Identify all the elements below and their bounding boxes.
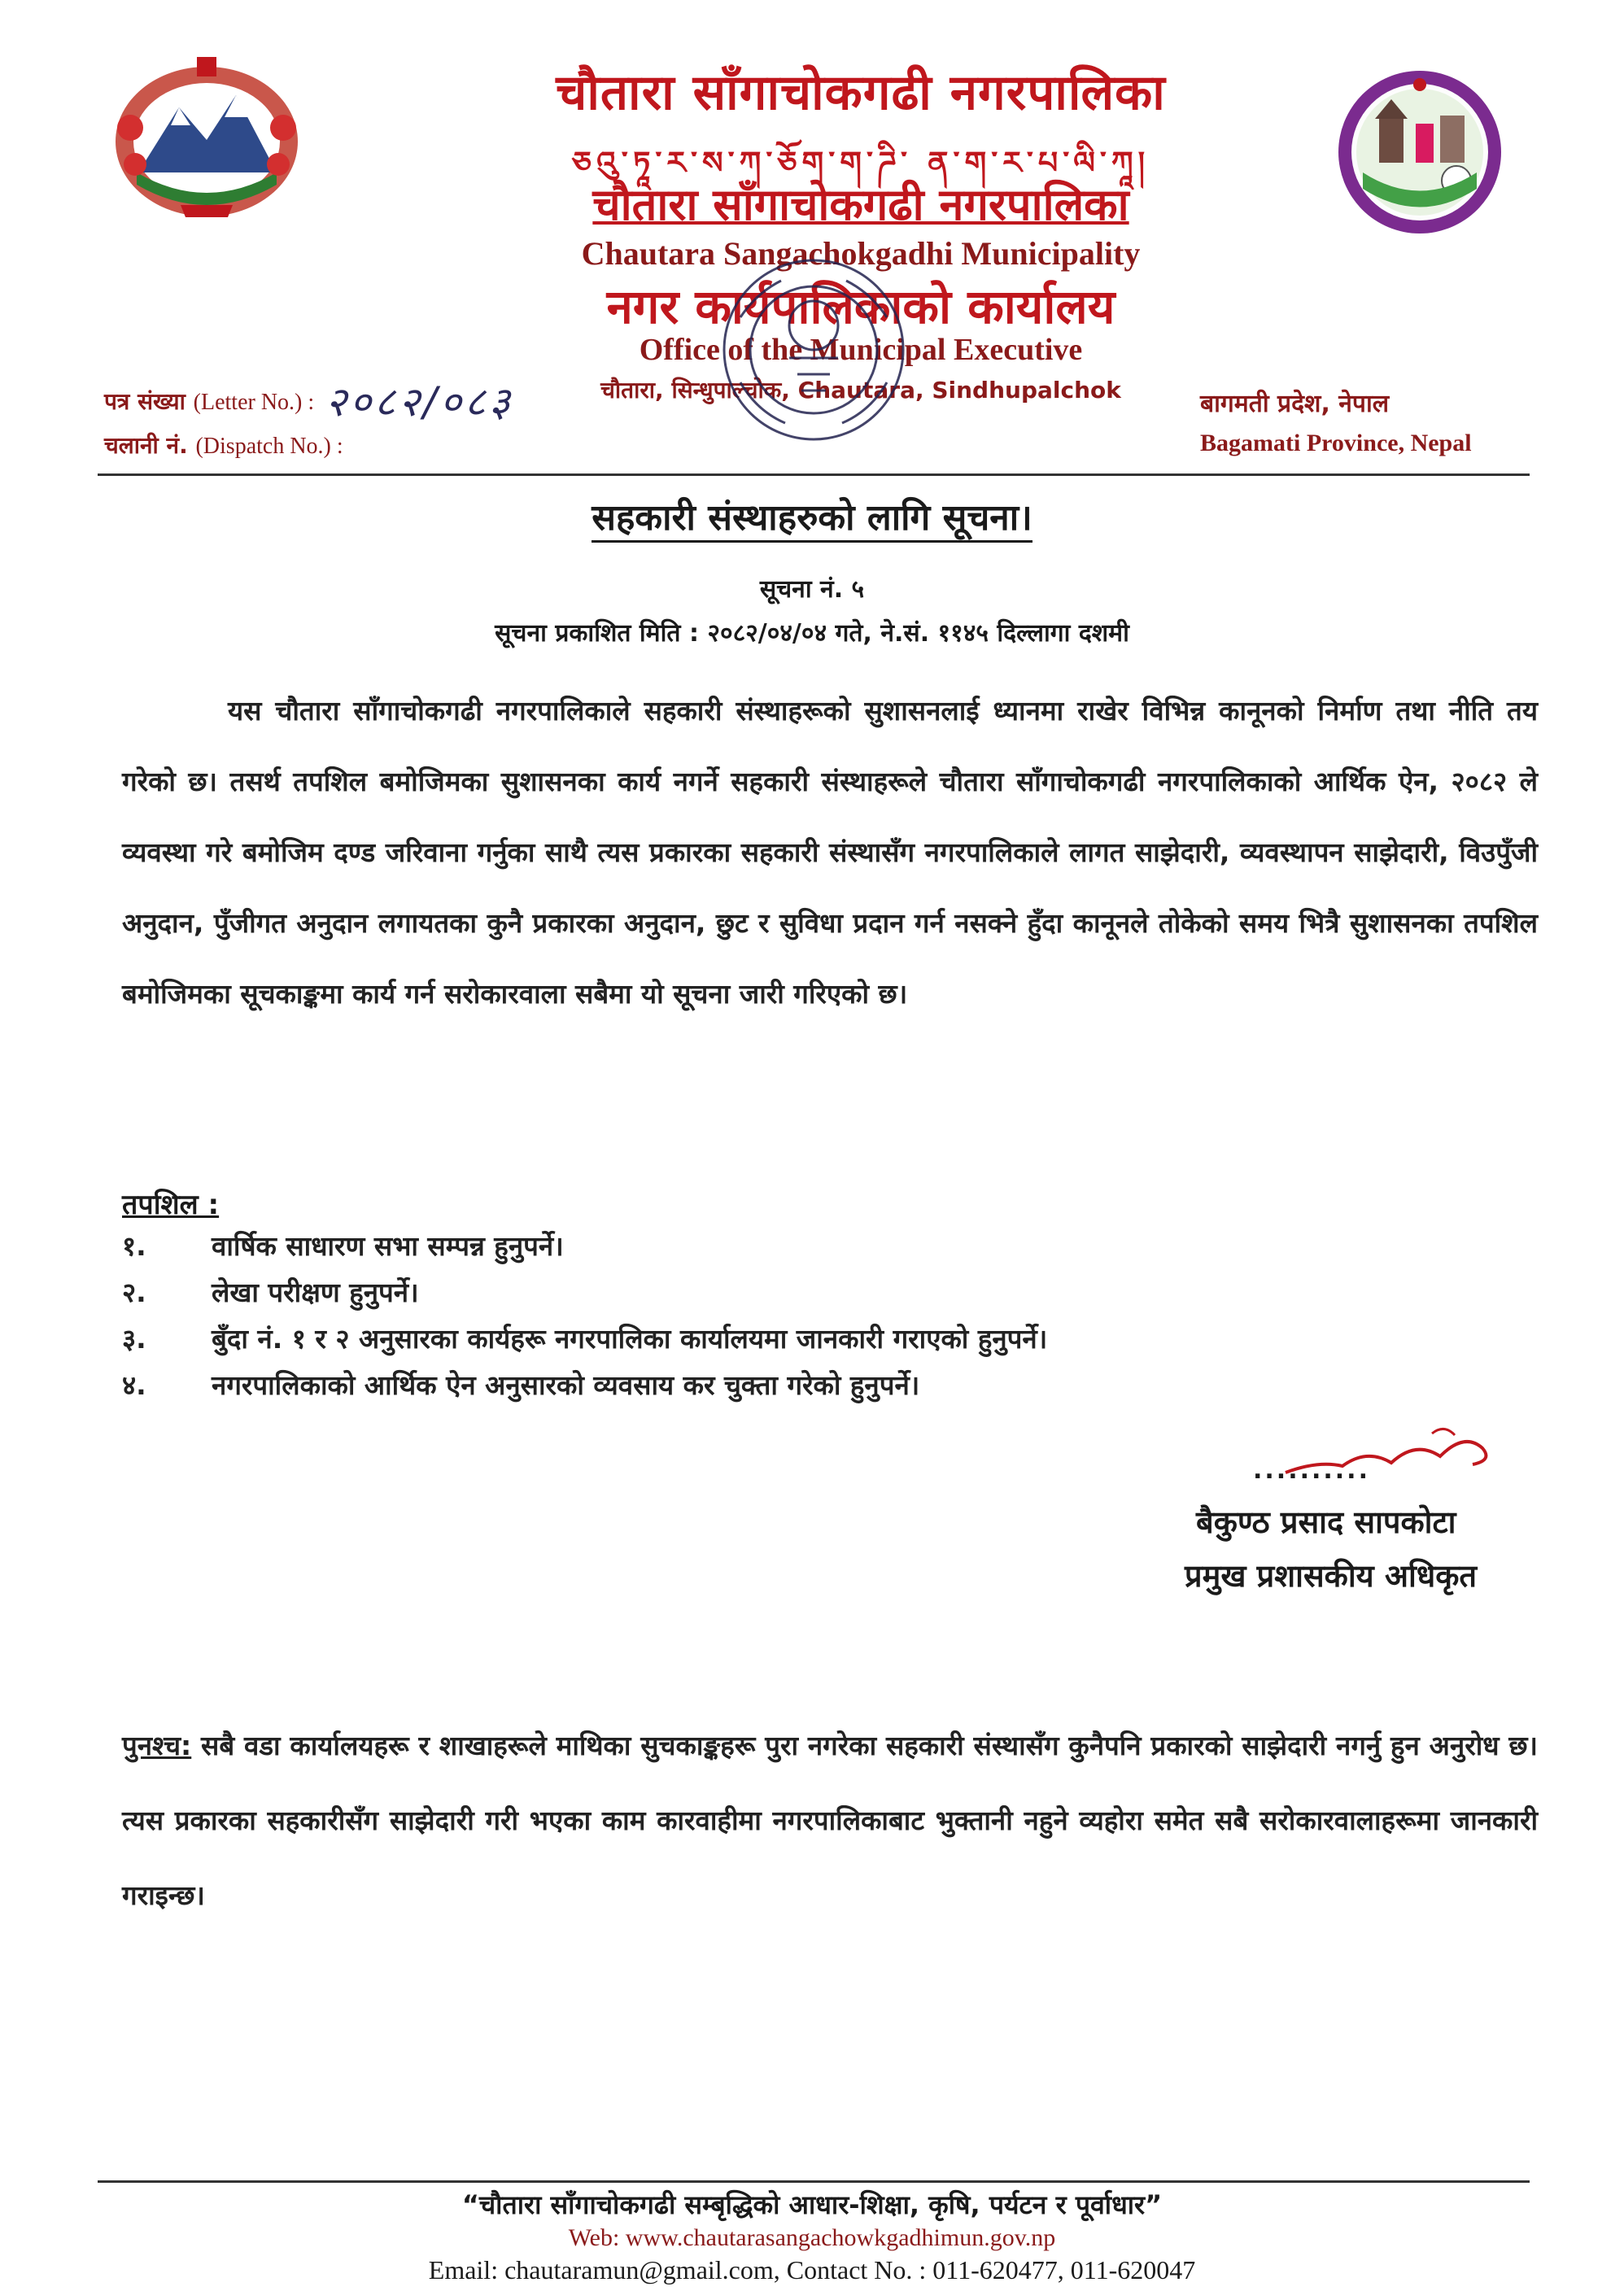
letter-number-label [104, 386, 314, 417]
office-name-english: Office of the Municipal Executive [639, 333, 1083, 367]
dispatch-number-label [104, 430, 343, 460]
postscript-label: पुनश्च: [122, 1730, 192, 1761]
letter-number-value: २०८२/०८३ [325, 378, 513, 425]
letter-number-label-en: (Letter No.) : [193, 390, 315, 415]
header-divider [98, 473, 1530, 476]
list-item [122, 1366, 1538, 1412]
office-name-nepali: नगर कार्यपालिकाको कार्यालय [606, 279, 1115, 334]
postscript [122, 1708, 1538, 1933]
details-list [122, 1227, 1538, 1412]
province-nepali: बागमती प्रदेश, नेपाल [1200, 390, 1390, 418]
footer-contact: Email: chautaramun@gmail.com, Contact No. : 011-620477, 011-620047 [428, 2255, 1196, 2284]
details-heading: तपशिल : [122, 1189, 220, 1221]
list-item [122, 1273, 1538, 1320]
notice-title [0, 491, 1624, 540]
notice-paragraph: यस चौतारा साँगाचोकगढी नगरपालिकाले सहकारी संस्थाहरूको सुशासनलाई ध्यानमा राखेर विभिन्न कानूनको निर्माण तथा नीति तय गरेको छ। तसर्थ तपशिल बमोजिमका सुशासनका कार्य नगर्ने सहकारी संस्थाहरूले चौतारा साँगाचोकगढी नगरपालिकाको आर्थिक ऐन, २०८२ ले व्यवस्था गरे बमोजिम दण्ड जरिवाना गर्नुका साथै त्यस प्रकारका सहकारी संस्थासँग नगरपालिकाले लागत साझेदारी, व्यवस्थापन साझेदारी, विउपुँजी अनुदान, पुँजीगत अनुदान लगायतका कुनै प्रकारका अनुदान, छुट र सुविधा प्रदान गर्न नसक्ने हुँदा कानूनले तोकेको समय भित्रै सुशासनका तपशिल बमोजिमका सूचकाङ्कमा कार्य गर्न सरोकारवाला सबैमा यो सूचना जारी गरिएको छ। [122, 695, 1538, 1010]
notice-published-date: सूचना प्रकाशित मिति : २०८२/०४/०४ गते, ने.सं. ११४५ दिल्लागा दशमी [495, 619, 1129, 648]
letter-number-label-ne: पत्र संख्या [104, 388, 186, 415]
municipality-name-english: Chautara Sangachokgadhi Municipality [581, 235, 1141, 272]
footer-divider [98, 2180, 1530, 2183]
signatory-name: बैकुण्ठ प्रसाद सापकोटा [1196, 1504, 1456, 1540]
list-item-text: नगरपालिकाको आर्थिक ऐन अनुसारको व्यवसाय कर चुक्ता गरेको हुनुपर्ने। [212, 1369, 920, 1401]
office-stamp [708, 244, 919, 464]
municipality-name-tibetan: ཅའུ་ཏཱ་ར་ས་ཀ་ཅོག་ག་ཌི་ ན་ག་ར་པ་ལི་ཀཱ། [571, 145, 1150, 181]
list-item [122, 1227, 1538, 1273]
signature-line: .......... [1253, 1456, 1370, 1485]
list-item [122, 1320, 1538, 1366]
list-item-text: बुँदा नं. १ र २ अनुसारका कार्यहरू नगरपालिका कार्यालयमा जानकारी गराएको हुनुपर्ने। [212, 1323, 1048, 1355]
dispatch-label-en: (Dispatch No.) : [195, 434, 343, 459]
postscript-text: सबै वडा कार्यालयहरू र शाखाहरूले माथिका सुचकाङ्कहरू पुरा नगरेका सहकारी संस्थासँग कुनैपनि प्रकारको साझेदारी नगर्नु हुन अनुरोध छ। त्यस प्रकारका सहकारीसँग साझेदारी गरी भएका काम कारवाहीमा नगरपालिकाबाट भुक्तानी नहुने व्यहोरा समेत सबै सरोकारवालाहरूमा जानकारी गराइन्छ। [122, 1730, 1538, 1911]
list-item-number: ३. [122, 1323, 146, 1355]
notice-number: सूचना नं. ५ [759, 575, 865, 604]
list-item-number: १. [122, 1230, 146, 1262]
municipality-name-newari: चौतारा साँगाचोकगढी नगरपालिका [592, 179, 1129, 230]
notice-title-text: सहकारी संस्थाहरुको लागि सूचना। [592, 497, 1032, 543]
municipality-name-nepali: चौतारा साँगाचोकगढी नगरपालिका [556, 64, 1166, 121]
footer-website: Web: www.chautarasangachowkgadhimun.gov.np [568, 2224, 1056, 2251]
province-english: Bagamati Province, Nepal [1200, 430, 1472, 456]
footer-slogan: “चौतारा साँगाचोकगढी सम्बृद्धिको आधार-शिक्षा, कृषि, पर्यटन र पूर्वाधार” [461, 2189, 1163, 2220]
list-item-text: लेखा परीक्षण हुनुपर्ने। [212, 1276, 419, 1308]
list-item-number: २. [122, 1276, 146, 1308]
list-item-text: वार्षिक साधारण सभा सम्पन्न हुनुपर्ने। [212, 1230, 564, 1262]
office-address: चौतारा, सिन्धुपाल्चोक, Chautara, Sindhupalchok [600, 377, 1121, 404]
list-item-number: ४. [122, 1369, 146, 1401]
signatory-designation: प्रमुख प्रशासकीय अधिकृत [1185, 1558, 1478, 1594]
dispatch-label-ne: चलानी नं. [104, 432, 188, 459]
